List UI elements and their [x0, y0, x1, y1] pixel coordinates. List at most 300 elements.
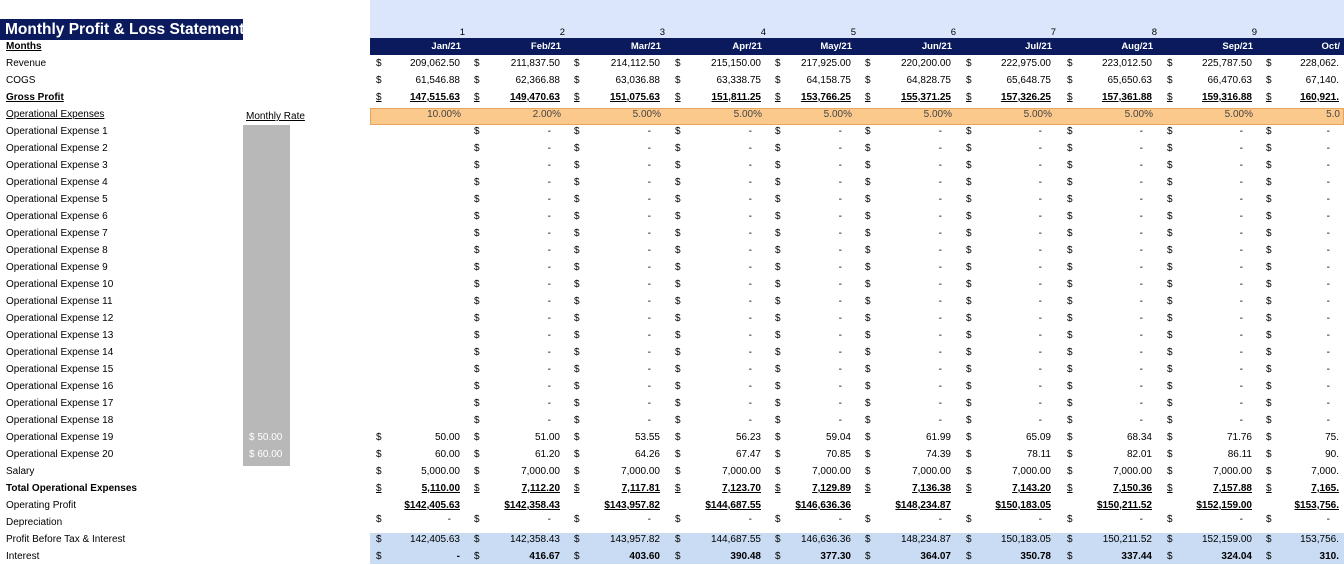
value-cell[interactable]: - — [547, 245, 551, 256]
value-cell[interactable]: 65,650.63 — [1107, 75, 1152, 86]
month-header[interactable]: Jul/21 — [1025, 41, 1052, 52]
value-cell[interactable]: - — [647, 347, 651, 358]
value-cell[interactable]: - — [938, 398, 942, 409]
value-cell[interactable]: - — [547, 514, 551, 525]
value-cell[interactable]: 211,837.50 — [510, 58, 560, 69]
value-cell[interactable]: - — [938, 364, 942, 375]
value-cell[interactable]: 143,957.82 — [609, 534, 660, 545]
value-cell[interactable]: - — [1326, 262, 1330, 273]
value-cell[interactable]: - — [938, 245, 942, 256]
value-cell[interactable]: - — [1239, 296, 1243, 307]
rate-cell[interactable]: 5.00% — [1224, 109, 1253, 120]
value-cell[interactable]: - — [547, 177, 551, 188]
value-cell[interactable]: - — [1139, 279, 1143, 290]
value-cell[interactable]: - — [647, 228, 651, 239]
value-cell[interactable]: 144,687.55 — [710, 534, 761, 545]
opex-row-label[interactable]: Operational Expense 18 — [6, 415, 114, 426]
value-cell[interactable]: - — [748, 228, 752, 239]
value-cell[interactable]: $150,183.05 — [995, 500, 1051, 511]
value-cell[interactable]: - — [1326, 514, 1330, 525]
opex-row-label[interactable]: Operational Expense 13 — [6, 330, 114, 341]
value-cell[interactable]: 390.48 — [730, 551, 761, 562]
value-cell[interactable]: 150,211.52 — [1102, 534, 1152, 545]
value-cell[interactable]: - — [547, 143, 551, 154]
value-cell[interactable]: 7,000.00 — [812, 466, 851, 477]
value-cell[interactable]: - — [938, 279, 942, 290]
value-cell[interactable]: - — [547, 279, 551, 290]
value-cell[interactable]: - — [1038, 313, 1042, 324]
value-cell[interactable]: - — [748, 364, 752, 375]
value-cell[interactable]: $146,636.36 — [795, 500, 851, 511]
value-cell[interactable]: - — [547, 262, 551, 273]
value-cell[interactable]: 66,470.63 — [1207, 75, 1252, 86]
value-cell[interactable]: - — [647, 514, 651, 525]
value-cell[interactable]: 403.60 — [629, 551, 660, 562]
value-cell[interactable]: - — [647, 177, 651, 188]
value-cell[interactable]: 61,546.88 — [415, 75, 460, 86]
value-cell[interactable]: 71.76 — [1226, 432, 1252, 443]
value-cell[interactable]: - — [647, 313, 651, 324]
value-cell[interactable]: - — [1326, 381, 1330, 392]
value-cell[interactable]: - — [1038, 415, 1042, 426]
sheet-title[interactable]: Monthly Profit & Loss Statement — [0, 19, 243, 40]
opex-row-label[interactable]: Operational Expense 8 — [6, 245, 108, 256]
value-cell[interactable]: - — [938, 347, 942, 358]
opex-row-label[interactable]: Operational Expense 10 — [6, 279, 114, 290]
value-cell[interactable]: 60.00 — [434, 449, 460, 460]
value-cell[interactable]: 67,140. — [1305, 75, 1339, 86]
value-cell[interactable]: $144,687.55 — [705, 500, 761, 511]
value-cell[interactable]: 151,075.63 — [609, 92, 660, 103]
value-cell[interactable]: - — [838, 177, 842, 188]
value-cell[interactable]: - — [1038, 364, 1042, 375]
value-cell[interactable]: 155,371.25 — [900, 92, 951, 103]
value-cell[interactable]: 7,000.00 — [621, 466, 660, 477]
value-cell[interactable]: - — [1139, 194, 1143, 205]
value-cell[interactable]: - — [1326, 313, 1330, 324]
revenue-row-label[interactable]: Revenue — [6, 58, 47, 69]
value-cell[interactable]: - — [748, 381, 752, 392]
value-cell[interactable]: $142,405.63 — [404, 500, 460, 511]
value-cell[interactable]: - — [647, 398, 651, 409]
opex-row-label[interactable]: Operational Expense 1 — [6, 126, 108, 137]
value-cell[interactable]: 62,366.88 — [515, 75, 560, 86]
value-cell[interactable]: - — [1326, 228, 1330, 239]
month-header[interactable]: May/21 — [820, 41, 852, 52]
value-cell[interactable]: - — [1239, 415, 1243, 426]
opex-row-label[interactable]: Operational Expense 16 — [6, 381, 114, 392]
opex-rate-value[interactable]: $ 60.00 — [249, 449, 283, 460]
value-cell[interactable]: 7,165. — [1311, 483, 1339, 494]
value-cell[interactable]: 350.78 — [1020, 551, 1051, 562]
value-cell[interactable]: - — [547, 330, 551, 341]
value-cell[interactable]: - — [547, 126, 551, 137]
value-cell[interactable]: - — [1139, 398, 1143, 409]
value-cell[interactable]: - — [1139, 364, 1143, 375]
value-cell[interactable]: - — [938, 330, 942, 341]
value-cell[interactable]: - — [647, 143, 651, 154]
value-cell[interactable]: 228,062. — [1300, 58, 1339, 69]
value-cell[interactable]: - — [1038, 279, 1042, 290]
value-cell[interactable]: - — [838, 160, 842, 171]
value-cell[interactable]: - — [547, 381, 551, 392]
value-cell[interactable]: - — [938, 381, 942, 392]
value-cell[interactable]: 64,158.75 — [806, 75, 851, 86]
value-cell[interactable]: - — [1139, 211, 1143, 222]
value-cell[interactable]: $153,756. — [1294, 500, 1339, 511]
opex-row-label[interactable]: Operational Expense 7 — [6, 228, 108, 239]
opex-row-label[interactable]: Operational Expense 12 — [6, 313, 114, 324]
pbti-row-label[interactable]: Profit Before Tax & Interest — [6, 534, 126, 545]
value-cell[interactable]: - — [1326, 296, 1330, 307]
value-cell[interactable]: - — [1239, 381, 1243, 392]
value-cell[interactable]: - — [938, 228, 942, 239]
value-cell[interactable]: $152,159.00 — [1196, 500, 1252, 511]
value-cell[interactable]: - — [748, 126, 752, 137]
value-cell[interactable]: 151,811.25 — [711, 92, 761, 103]
value-cell[interactable]: 7,143.20 — [1012, 483, 1051, 494]
rate-cell[interactable]: 5.00% — [1023, 109, 1052, 120]
value-cell[interactable]: 222,975.00 — [1000, 58, 1051, 69]
value-cell[interactable]: - — [1038, 228, 1042, 239]
value-cell[interactable]: - — [838, 245, 842, 256]
value-cell[interactable]: - — [838, 262, 842, 273]
month-header[interactable]: Apr/21 — [732, 41, 762, 52]
value-cell[interactable]: 65.09 — [1025, 432, 1051, 443]
value-cell[interactable]: - — [456, 551, 460, 562]
value-cell[interactable]: $142,358.43 — [504, 500, 560, 511]
opex-rate-value[interactable]: $ 50.00 — [249, 432, 283, 443]
value-cell[interactable]: 56.23 — [735, 432, 761, 443]
value-cell[interactable]: - — [838, 143, 842, 154]
value-cell[interactable]: 64.26 — [634, 449, 660, 460]
value-cell[interactable]: - — [1326, 126, 1330, 137]
value-cell[interactable]: 82.01 — [1126, 449, 1152, 460]
value-cell[interactable]: - — [647, 330, 651, 341]
value-cell[interactable]: - — [838, 279, 842, 290]
gross-profit-row-label[interactable]: Gross Profit — [6, 92, 64, 103]
value-cell[interactable]: - — [938, 160, 942, 171]
value-cell[interactable]: - — [1239, 398, 1243, 409]
opex-row-label[interactable]: Operational Expense 2 — [6, 143, 108, 154]
value-cell[interactable]: 7,123.70 — [722, 483, 761, 494]
value-cell[interactable]: - — [748, 313, 752, 324]
value-cell[interactable]: - — [1139, 177, 1143, 188]
value-cell[interactable]: - — [838, 211, 842, 222]
value-cell[interactable]: 7,000.00 — [1213, 466, 1252, 477]
value-cell[interactable]: - — [1038, 160, 1042, 171]
operating-profit-row-label[interactable]: Operating Profit — [6, 500, 77, 511]
value-cell[interactable]: 324.04 — [1221, 551, 1252, 562]
value-cell[interactable]: - — [1139, 313, 1143, 324]
opex-row-label[interactable]: Operational Expense 9 — [6, 262, 108, 273]
value-cell[interactable]: - — [1239, 143, 1243, 154]
value-cell[interactable]: - — [748, 160, 752, 171]
value-cell[interactable]: 7,129.89 — [812, 483, 851, 494]
value-cell[interactable]: 149,470.63 — [509, 92, 560, 103]
value-cell[interactable]: - — [748, 211, 752, 222]
value-cell[interactable]: - — [838, 381, 842, 392]
value-cell[interactable]: 7,117.81 — [621, 483, 660, 494]
value-cell[interactable]: - — [647, 160, 651, 171]
value-cell[interactable]: - — [1239, 364, 1243, 375]
value-cell[interactable]: - — [1139, 381, 1143, 392]
value-cell[interactable]: - — [1239, 262, 1243, 273]
value-cell[interactable]: - — [1326, 194, 1330, 205]
value-cell[interactable]: - — [1139, 347, 1143, 358]
value-cell[interactable]: 153,756. — [1300, 534, 1339, 545]
value-cell[interactable]: 7,000.00 — [521, 466, 560, 477]
value-cell[interactable]: 147,515.63 — [409, 92, 460, 103]
value-cell[interactable]: - — [1038, 381, 1042, 392]
value-cell[interactable]: - — [1139, 262, 1143, 273]
value-cell[interactable]: 148,234.87 — [900, 534, 951, 545]
value-cell[interactable]: - — [647, 364, 651, 375]
value-cell[interactable]: - — [748, 415, 752, 426]
value-cell[interactable]: - — [1139, 296, 1143, 307]
value-cell[interactable]: 75. — [1325, 432, 1339, 443]
opex-row-label[interactable]: Operational Expense 5 — [6, 194, 108, 205]
value-cell[interactable]: - — [1239, 347, 1243, 358]
value-cell[interactable]: - — [1038, 398, 1042, 409]
value-cell[interactable]: - — [1038, 514, 1042, 525]
depreciation-row-label[interactable]: Depreciation — [6, 517, 63, 528]
value-cell[interactable]: $143,957.82 — [604, 500, 660, 511]
value-cell[interactable]: - — [1139, 245, 1143, 256]
months-label[interactable]: Months — [6, 41, 42, 52]
value-cell[interactable]: 7,000.00 — [1113, 466, 1152, 477]
value-cell[interactable]: - — [1326, 347, 1330, 358]
value-cell[interactable]: - — [938, 126, 942, 137]
value-cell[interactable]: 217,925.00 — [800, 58, 851, 69]
value-cell[interactable]: 157,361.88 — [1101, 92, 1152, 103]
value-cell[interactable]: - — [1326, 177, 1330, 188]
value-cell[interactable]: - — [838, 296, 842, 307]
value-cell[interactable]: 86.11 — [1227, 449, 1252, 460]
value-cell[interactable]: - — [1038, 177, 1042, 188]
value-cell[interactable]: - — [838, 313, 842, 324]
value-cell[interactable]: 142,358.43 — [509, 534, 560, 545]
value-cell[interactable]: - — [1326, 160, 1330, 171]
value-cell[interactable]: 7,000.00 — [912, 466, 951, 477]
opex-row-label[interactable]: Operational Expense 14 — [6, 347, 114, 358]
value-cell[interactable]: $150,211.52 — [1096, 500, 1152, 511]
value-cell[interactable]: 74.39 — [925, 449, 951, 460]
value-cell[interactable]: 70.85 — [825, 449, 851, 460]
value-cell[interactable]: 51.00 — [534, 432, 560, 443]
value-cell[interactable]: - — [1326, 330, 1330, 341]
value-cell[interactable]: - — [1239, 279, 1243, 290]
value-cell[interactable]: - — [1326, 245, 1330, 256]
value-cell[interactable]: 67.47 — [735, 449, 761, 460]
value-cell[interactable]: - — [1139, 228, 1143, 239]
value-cell[interactable]: - — [938, 262, 942, 273]
value-cell[interactable]: - — [838, 415, 842, 426]
value-cell[interactable]: - — [447, 514, 451, 525]
value-cell[interactable]: - — [1239, 211, 1243, 222]
value-cell[interactable]: - — [938, 313, 942, 324]
rate-cell[interactable]: 5.00% — [923, 109, 952, 120]
value-cell[interactable]: - — [1038, 296, 1042, 307]
value-cell[interactable]: 50.00 — [434, 432, 460, 443]
value-cell[interactable]: - — [1038, 211, 1042, 222]
value-cell[interactable]: - — [1239, 330, 1243, 341]
value-cell[interactable]: 159,316.88 — [1201, 92, 1252, 103]
value-cell[interactable]: - — [938, 296, 942, 307]
value-cell[interactable]: - — [838, 126, 842, 137]
value-cell[interactable]: - — [1038, 194, 1042, 205]
opex-row-label[interactable]: Operational Expense 11 — [6, 296, 113, 307]
value-cell[interactable]: - — [647, 194, 651, 205]
value-cell[interactable]: - — [547, 228, 551, 239]
value-cell[interactable]: - — [547, 296, 551, 307]
value-cell[interactable]: - — [838, 514, 842, 525]
value-cell[interactable]: - — [1139, 415, 1143, 426]
value-cell[interactable]: - — [1326, 143, 1330, 154]
opex-row-label[interactable]: Operational Expense 17 — [6, 398, 114, 409]
value-cell[interactable]: 7,112.20 — [521, 483, 560, 494]
value-cell[interactable]: - — [838, 347, 842, 358]
value-cell[interactable]: 64,828.75 — [906, 75, 951, 86]
value-cell[interactable]: - — [1139, 514, 1143, 525]
rate-cell[interactable]: 5.00% — [1124, 109, 1153, 120]
rate-cell[interactable]: 10.00% — [427, 109, 461, 120]
value-cell[interactable]: - — [1038, 143, 1042, 154]
value-cell[interactable]: - — [1239, 194, 1243, 205]
month-header[interactable]: Aug/21 — [1121, 41, 1153, 52]
month-header[interactable]: Mar/21 — [630, 41, 661, 52]
value-cell[interactable]: 214,112.50 — [610, 58, 660, 69]
value-cell[interactable]: - — [748, 143, 752, 154]
value-cell[interactable]: - — [938, 415, 942, 426]
value-cell[interactable]: - — [748, 398, 752, 409]
value-cell[interactable]: - — [838, 330, 842, 341]
value-cell[interactable]: - — [1038, 262, 1042, 273]
value-cell[interactable]: 7,150.36 — [1113, 483, 1152, 494]
month-header[interactable]: Oct/ — [1321, 41, 1340, 52]
monthly-rate-header[interactable]: Monthly Rate — [246, 111, 305, 122]
value-cell[interactable]: - — [748, 347, 752, 358]
value-cell[interactable]: - — [1239, 126, 1243, 137]
value-cell[interactable]: - — [1139, 330, 1143, 341]
value-cell[interactable]: - — [838, 228, 842, 239]
value-cell[interactable]: 150,183.05 — [1000, 534, 1051, 545]
value-cell[interactable]: - — [547, 211, 551, 222]
value-cell[interactable]: 7,157.88 — [1213, 483, 1252, 494]
value-cell[interactable]: 63,036.88 — [615, 75, 660, 86]
total-opex-row-label[interactable]: Total Operational Expenses — [6, 483, 137, 494]
value-cell[interactable]: 63,338.75 — [716, 75, 761, 86]
value-cell[interactable]: 152,159.00 — [1201, 534, 1252, 545]
cogs-row-label[interactable]: COGS — [6, 75, 36, 86]
month-header[interactable]: Sep/21 — [1222, 41, 1253, 52]
value-cell[interactable]: - — [748, 177, 752, 188]
opex-row-label[interactable]: Operational Expense 4 — [6, 177, 108, 188]
value-cell[interactable]: - — [1326, 398, 1330, 409]
value-cell[interactable]: 157,326.25 — [1000, 92, 1051, 103]
value-cell[interactable]: - — [838, 364, 842, 375]
value-cell[interactable]: - — [1239, 160, 1243, 171]
value-cell[interactable]: - — [938, 143, 942, 154]
value-cell[interactable]: - — [647, 415, 651, 426]
value-cell[interactable]: - — [1139, 160, 1143, 171]
opex-row-label[interactable]: Operational Expense 3 — [6, 160, 108, 171]
value-cell[interactable]: - — [748, 245, 752, 256]
value-cell[interactable]: 61.20 — [534, 449, 560, 460]
value-cell[interactable]: - — [1239, 177, 1243, 188]
value-cell[interactable]: 220,200.00 — [900, 58, 951, 69]
value-cell[interactable]: - — [547, 313, 551, 324]
value-cell[interactable]: - — [647, 211, 651, 222]
value-cell[interactable]: - — [647, 296, 651, 307]
value-cell[interactable]: - — [748, 296, 752, 307]
value-cell[interactable]: 78.11 — [1026, 449, 1051, 460]
value-cell[interactable]: - — [1139, 126, 1143, 137]
value-cell[interactable]: - — [647, 279, 651, 290]
value-cell[interactable]: - — [938, 194, 942, 205]
value-cell[interactable]: 142,405.63 — [409, 534, 460, 545]
value-cell[interactable]: - — [647, 262, 651, 273]
value-cell[interactable]: 310. — [1319, 551, 1339, 562]
month-header[interactable]: Jun/21 — [921, 41, 952, 52]
value-cell[interactable]: - — [547, 398, 551, 409]
value-cell[interactable]: 225,787.50 — [1201, 58, 1252, 69]
month-header[interactable]: Feb/21 — [530, 41, 561, 52]
value-cell[interactable]: - — [748, 194, 752, 205]
value-cell[interactable]: - — [1038, 245, 1042, 256]
value-cell[interactable]: - — [1038, 347, 1042, 358]
value-cell[interactable]: - — [647, 245, 651, 256]
value-cell[interactable]: - — [938, 514, 942, 525]
rate-cell[interactable]: 5.00% — [632, 109, 661, 120]
value-cell[interactable]: - — [938, 211, 942, 222]
value-cell[interactable]: - — [647, 381, 651, 392]
value-cell[interactable]: - — [1139, 143, 1143, 154]
value-cell[interactable]: - — [547, 415, 551, 426]
value-cell[interactable]: - — [1239, 313, 1243, 324]
value-cell[interactable]: 5,000.00 — [421, 466, 460, 477]
value-cell[interactable]: - — [1239, 514, 1243, 525]
value-cell[interactable]: - — [1326, 415, 1330, 426]
value-cell[interactable]: 5,110.00 — [421, 483, 460, 494]
value-cell[interactable]: - — [1326, 279, 1330, 290]
value-cell[interactable]: - — [748, 279, 752, 290]
value-cell[interactable]: 364.07 — [920, 551, 951, 562]
value-cell[interactable]: - — [547, 194, 551, 205]
value-cell[interactable]: 7,000.00 — [1012, 466, 1051, 477]
value-cell[interactable]: 209,062.50 — [409, 58, 460, 69]
value-cell[interactable]: 90. — [1325, 449, 1339, 460]
value-cell[interactable]: 215,150.00 — [710, 58, 761, 69]
value-cell[interactable]: - — [1326, 364, 1330, 375]
value-cell[interactable]: 7,136.38 — [912, 483, 951, 494]
interest-row-label[interactable]: Interest — [6, 551, 40, 562]
value-cell[interactable]: - — [1326, 211, 1330, 222]
opex-row-label[interactable]: Operational Expense 19 — [6, 432, 114, 443]
value-cell[interactable]: - — [1038, 126, 1042, 137]
rate-cell[interactable]: 2.00% — [532, 109, 561, 120]
value-cell[interactable]: - — [748, 262, 752, 273]
value-cell[interactable]: - — [748, 330, 752, 341]
value-cell[interactable]: - — [647, 126, 651, 137]
value-cell[interactable]: - — [938, 177, 942, 188]
rate-cell[interactable]: 5.00% — [823, 109, 852, 120]
value-cell[interactable]: 337.44 — [1121, 551, 1152, 562]
rate-cell[interactable]: 5.0 — [1326, 109, 1340, 120]
value-cell[interactable]: - — [547, 364, 551, 375]
opex-row-label[interactable]: Operational Expense 15 — [6, 364, 114, 375]
value-cell[interactable]: - — [838, 398, 842, 409]
